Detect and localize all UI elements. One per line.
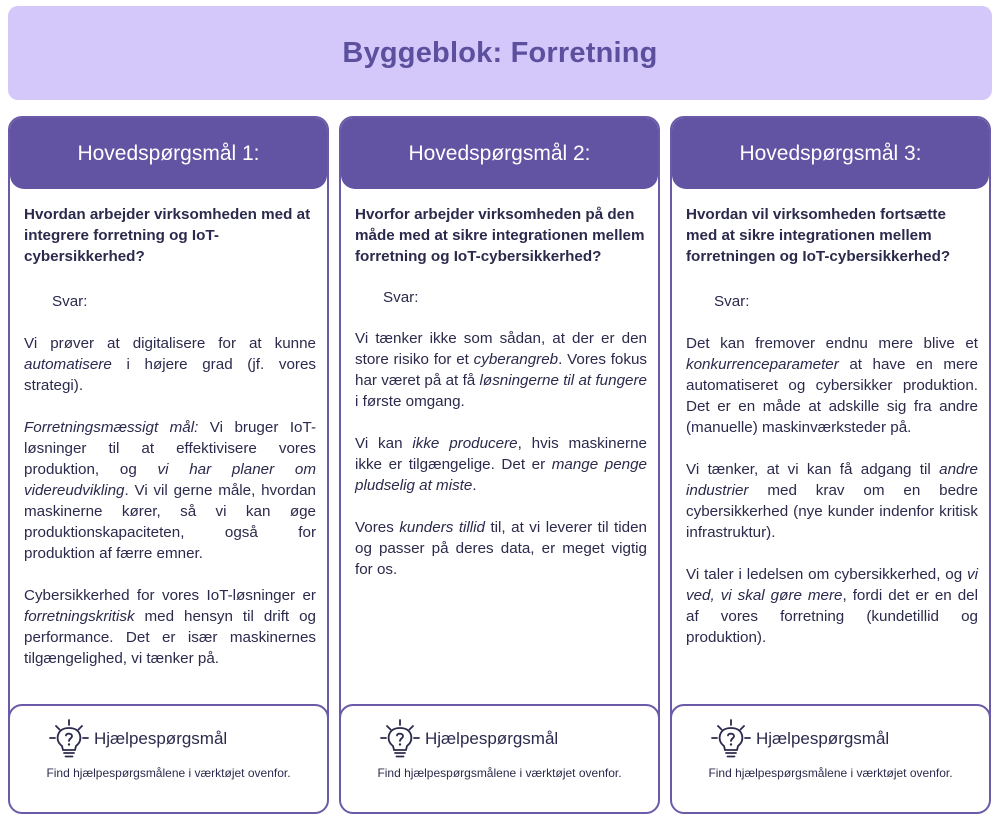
emphasis-text: automatisere xyxy=(24,356,112,373)
emphasis-text: mange penge pludselig at miste xyxy=(355,456,647,494)
main-question: Hvordan vil virksomheden fortsætte med at sikre integrationen mellem forretningen og IoT-cybersikkerhed? xyxy=(686,206,951,265)
answer-text: Vi bruger IoT-løsninger til at effektivisere vores produktion, og xyxy=(24,419,316,478)
card-body xyxy=(355,204,647,580)
answer-text: Vi prøver at digitalisere for at kunne xyxy=(24,335,316,352)
card-header xyxy=(341,118,658,189)
question-card-2 xyxy=(339,116,660,814)
answer-paragraph xyxy=(686,564,978,648)
help-box xyxy=(339,704,660,814)
answer-text: . xyxy=(472,477,477,494)
answer-text: Det kan fremover endnu mere blive et xyxy=(686,335,978,352)
emphasis-text: konkurrenceparameter xyxy=(686,356,839,373)
answer-text: . Vi vil gerne måle, hvordan maskinerne kører, så vi kan øge produktionskapaciteten, også for produktion af færre emner. xyxy=(24,482,316,562)
emphasis-text: vi ved, vi skal gøre mere xyxy=(686,566,978,604)
help-box xyxy=(8,704,329,814)
answer-text: at have en mere automatiseret og cybersikker produktion. Det er en måde at adskille sig fra andre (manuelle) maskinværksteder på. xyxy=(686,356,978,436)
answer-text: Vi kan xyxy=(355,435,413,452)
help-title: Hjælpespørgsmål xyxy=(756,729,890,748)
answer-text: Vores xyxy=(355,519,400,536)
card-header xyxy=(672,118,989,189)
answer-text: Vi taler i ledelsen om cybersikkerhed, og xyxy=(686,566,968,583)
card-header-label: Hovedspørgsmål 3: xyxy=(739,141,922,165)
emphasis-text: forretningskritisk xyxy=(24,608,135,625)
answer-paragraph xyxy=(24,585,316,669)
main-question: Hvordan arbejder virksomheden med at integrere forretning og IoT-cybersikkerhed? xyxy=(24,206,311,265)
answer-text: i første omgang. xyxy=(355,393,465,410)
main-question: Hvorfor arbejder virksomheden på den måde med at sikre integrationen mellem forretning og IoT-cybersikkerhed? xyxy=(355,206,645,265)
answer-label: Svar: xyxy=(714,293,750,310)
answer-label: Svar: xyxy=(383,289,419,306)
question-card-1 xyxy=(8,116,329,814)
answer-paragraph xyxy=(24,417,316,564)
answer-text: , hvis maskinerne ikke er tilgængelige. Det er xyxy=(355,435,647,473)
emphasis-text: løsningerne til at fungere xyxy=(479,372,647,389)
answer-paragraph xyxy=(24,333,316,396)
help-text: Find hjælpespørgsmålene i værktøjet ovenfor. xyxy=(377,766,622,780)
help-box xyxy=(670,704,991,814)
lightbulb-icon xyxy=(379,718,421,760)
emphasis-text: vi har planer om videreudvikling xyxy=(24,461,316,499)
answer-paragraph xyxy=(355,328,647,412)
emphasis-text: andre industrier xyxy=(686,461,978,499)
emphasis-text: ikke producere xyxy=(412,435,518,452)
answer-text: til, at vi leverer til tiden og passer på deres data, er meget vigtig for os. xyxy=(355,519,647,578)
card-body xyxy=(686,204,978,648)
page-title: Byggeblok: Forretning xyxy=(342,36,658,69)
card-body xyxy=(24,204,316,669)
answer-paragraph xyxy=(686,333,978,438)
answer-paragraph xyxy=(355,433,647,496)
help-text: Find hjælpespørgsmålene i værktøjet ovenfor. xyxy=(46,766,291,780)
lightbulb-icon xyxy=(48,718,90,760)
answer-text: med hensyn til drift og performance. Det er især maskinernes tilgængelighed, vi tænker på. xyxy=(24,608,316,667)
banner xyxy=(8,6,992,100)
answer-text: , fordi det er en del af vores forretning (kundetillid og produktion). xyxy=(686,587,978,646)
answer-text: Vi tænker ikke som sådan, at der er den store risiko for et xyxy=(355,330,647,368)
help-text: Find hjælpespørgsmålene i værktøjet ovenfor. xyxy=(708,766,953,780)
answer-text: Vi tænker, at vi kan få adgang til xyxy=(686,461,940,478)
lightbulb-icon xyxy=(710,718,752,760)
answer-text: i højere grad (jf. vores strategi). xyxy=(24,356,316,394)
emphasis-text: cyberangreb xyxy=(473,351,559,368)
answer-text: . Vores fokus har været på at få xyxy=(355,351,647,389)
answer-paragraph xyxy=(355,517,647,580)
answer-paragraph xyxy=(686,459,978,543)
card-header xyxy=(10,118,327,189)
emphasis-text: kunders tillid xyxy=(399,519,485,536)
answer-text: Cybersikkerhed for vores IoT-løsninger er xyxy=(24,587,316,604)
emphasis-text: Forretningsmæssigt mål: xyxy=(24,419,199,436)
question-card-3 xyxy=(670,116,991,814)
help-title: Hjælpespørgsmål xyxy=(94,729,228,748)
card-header-label: Hovedspørgsmål 2: xyxy=(408,141,591,165)
help-title: Hjælpespørgsmål xyxy=(425,729,559,748)
answer-text: med krav om en bedre cybersikkerhed (nye kunder indenfor kritisk infrastruktur). xyxy=(686,482,978,541)
answer-label: Svar: xyxy=(52,293,88,310)
card-header-label: Hovedspørgsmål 1: xyxy=(77,141,260,165)
